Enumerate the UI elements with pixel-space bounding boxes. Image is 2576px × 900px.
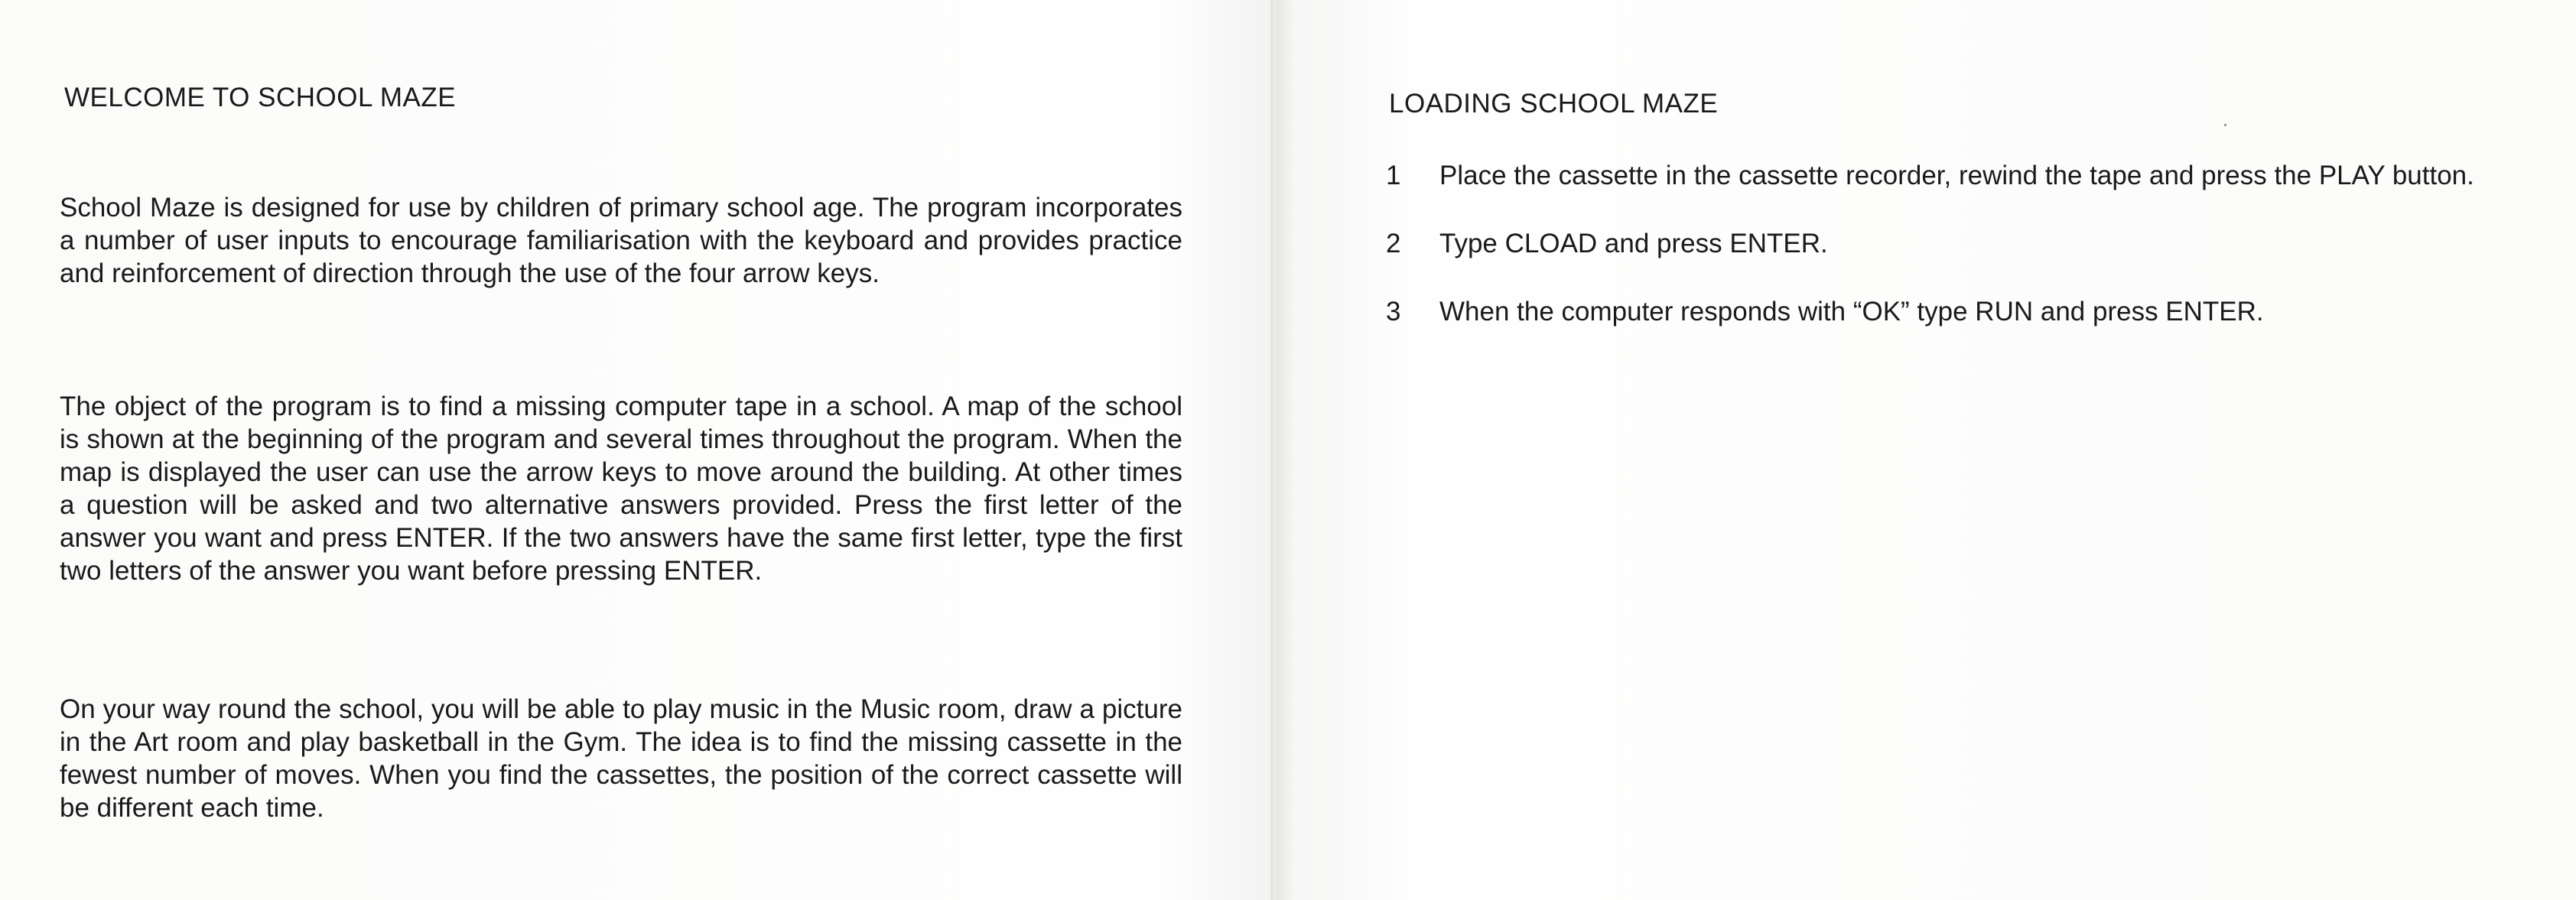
- step-text: When the computer responds with “OK” type RUN and press ENTER.: [1439, 297, 2264, 327]
- welcome-heading: WELCOME TO SCHOOL MAZE: [64, 83, 457, 112]
- intro-paragraph: School Maze is designed for use by children of primary school age. The program incorporates a number of user inputs to encourage familiarisation with the keyboard and provides practice and reinforcement of direction through the use of the four arrow keys.: [60, 193, 1182, 288]
- loading-steps-list: [1386, 161, 2495, 365]
- paper-speck: [2224, 124, 2226, 126]
- right-page: [1274, 0, 2576, 900]
- loading-step: [1386, 297, 2495, 327]
- step-text: Type CLOAD and press ENTER.: [1439, 229, 1828, 258]
- step-text: Place the cassette in the cassette recorder, rewind the tape and press the PLAY button.: [1439, 161, 2474, 190]
- loading-step: [1386, 229, 2495, 258]
- step-number: 3: [1386, 297, 1401, 327]
- activities-paragraph: On your way round the school, you will be able to play music in the Music room, draw a picture in the Art room and play basketball in the Gym. The idea is to find the missing cassette in the fewest number of moves. When you find the cassettes, the position of the correct cassette will be different each time.: [60, 694, 1182, 823]
- step-number: 2: [1386, 229, 1401, 258]
- left-page: [0, 0, 1271, 900]
- loading-step: [1386, 161, 2495, 190]
- loading-heading: LOADING SCHOOL MAZE: [1389, 89, 1719, 119]
- step-number: 1: [1386, 161, 1401, 190]
- objective-paragraph: The object of the program is to find a missing computer tape in a school. A map of the school is shown at the beginning of the program and several times throughout the program. When the map is displayed the user can use the arrow keys to move around the building. At other times a question will be asked and two alternative answers provided. Press the first letter of the answer you want and press ENTER. If the two answers have the same first letter, type the first two letters of the answer you want before pressing ENTER.: [60, 392, 1182, 586]
